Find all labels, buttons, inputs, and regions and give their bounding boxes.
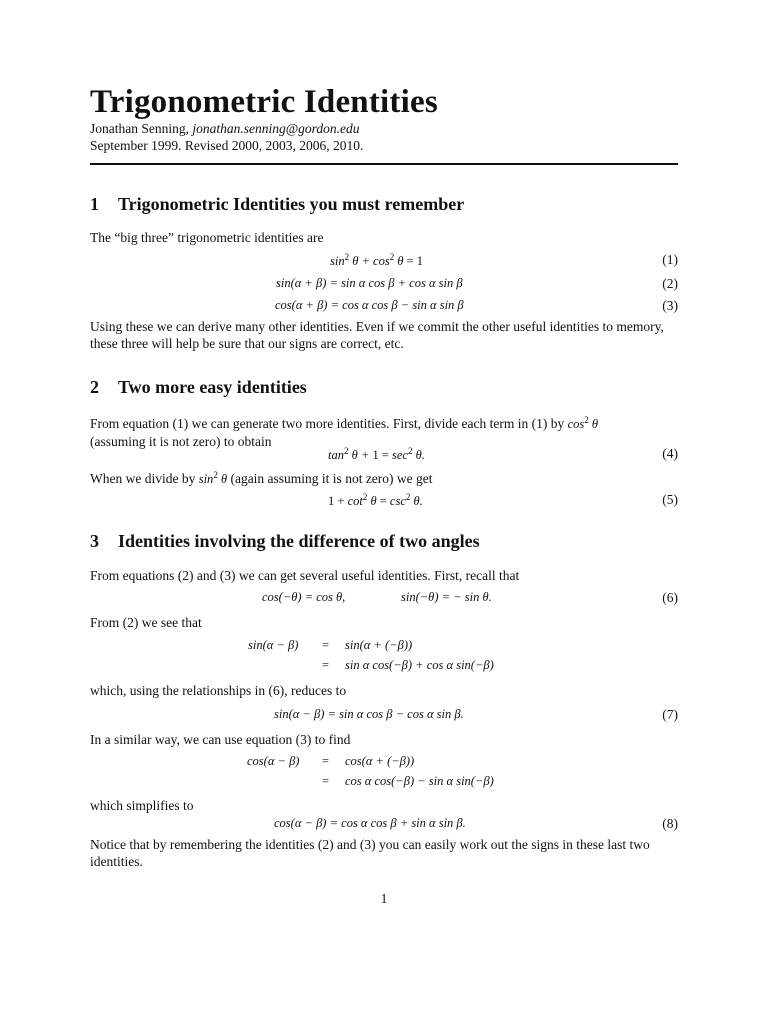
section-number: 1 [90, 194, 99, 214]
inline-math-cos2: $\cos^2 \theta$ [567, 415, 599, 431]
section-number: 2 [90, 377, 99, 397]
derivation-rhs: sin(α + (−β)) [345, 638, 413, 652]
date-line: September 1999. Revised 2000, 2003, 2006, 2010. [90, 138, 364, 153]
paragraph-s1-after: Using these we can derive many other identities. Even if we commit the other useful identities to memory, these three will help be sure that our signs are correct, etc. [90, 319, 664, 351]
paragraph-s2-intro [90, 412, 678, 450]
derivation-rhs: cos(α + (−β)) [345, 754, 415, 768]
equation-expression: cos(α + β) = cos α cos β − sin α sin β [275, 298, 464, 312]
paragraph-s3-reduces: which, using the relationships in (6), reduces to [90, 683, 347, 698]
equation-expression: sin(α + β) = sin α cos β + cos α sin β [276, 276, 463, 290]
equation-1 [90, 252, 678, 269]
section-title: Trigonometric Identities you must remember [118, 194, 465, 214]
text-run: When we divide by [90, 471, 196, 486]
title-rule [90, 163, 678, 165]
equation-expression: $\sin^2 \theta + \cos^2 \theta = 1$ [330, 252, 424, 268]
derivation-equals: = [322, 774, 330, 788]
derivation-1-line-1 [90, 638, 678, 655]
equation-number: (6) [662, 590, 678, 605]
derivation-equals: = [322, 638, 330, 652]
author-email: jonathan.senning@gordon.edu [192, 121, 360, 136]
paragraph-s3-from2: From (2) we see that [90, 615, 202, 630]
derivation-2-line-2 [90, 774, 678, 791]
equation-2 [90, 276, 678, 293]
paragraph-s3-intro: From equations (2) and (3) we can get several useful identities. First, recall that [90, 568, 520, 583]
equation-number: (1) [662, 252, 678, 267]
derivation-1-line-2 [90, 658, 678, 675]
paragraph-s1-intro: The “big three” trigonometric identities are [90, 230, 324, 245]
section-2-heading [90, 377, 307, 398]
paragraph-s3-similar: In a similar way, we can use equation (3) to find [90, 732, 351, 747]
equation-expression-b: sin(−θ) = − sin θ. [401, 590, 492, 604]
derivation-rhs: cos α cos(−β) − sin α sin(−β) [345, 774, 494, 788]
paragraph-s3-simplifies: which simplifies to [90, 798, 194, 813]
section-3-heading [90, 531, 480, 552]
equation-number: (8) [662, 816, 678, 831]
author-name: Jonathan Senning, [90, 121, 189, 136]
equation-3 [90, 298, 678, 315]
derivation-2-line-1 [90, 754, 678, 771]
derivation-lhs: sin(α − β) [248, 638, 299, 652]
section-title: Two more easy identities [118, 377, 307, 397]
equation-7 [90, 707, 678, 724]
equation-number: (7) [662, 707, 678, 722]
equation-5 [90, 492, 678, 509]
text-run: From equation (1) we can generate two more identities. First, divide each term in (1) by [90, 416, 565, 431]
equation-number: (2) [662, 276, 678, 291]
derivation-rhs: sin α cos(−β) + cos α sin(−β) [345, 658, 494, 672]
derivation-lhs: cos(α − β) [247, 754, 300, 768]
equation-8 [90, 816, 678, 833]
document-title: Trigonometric Identities [90, 84, 438, 120]
paragraph-s2-mid [90, 467, 678, 488]
text-run: (again assuming it is not zero) we get [230, 471, 433, 486]
section-number: 3 [90, 531, 99, 551]
author-line [90, 121, 360, 137]
equation-expression: $1 + \cot^2 \theta = \csc^2 \theta$. [328, 492, 423, 508]
equation-number: (5) [662, 492, 678, 507]
inline-math-sin2: $\sin^2 \theta$ [198, 470, 228, 486]
equation-number: (3) [662, 298, 678, 313]
section-1-heading [90, 194, 464, 215]
derivation-equals: = [322, 754, 330, 768]
text-run: (assuming it is not zero) to obtain [90, 434, 272, 449]
equation-6 [90, 590, 678, 607]
section-title: Identities involving the difference of two angles [118, 531, 480, 551]
equation-number: (4) [662, 446, 678, 461]
page-number: 1 [380, 891, 388, 906]
paragraph-s3-notice: Notice that by remembering the identities (2) and (3) you can easily work out the signs in these last two identities. [90, 837, 650, 869]
equation-4 [90, 446, 678, 463]
equation-expression: $\tan^2 \theta + 1 = \sec^2 \theta$. [328, 446, 425, 462]
equation-expression: sin(α − β) = sin α cos β − cos α sin β. [274, 707, 464, 721]
derivation-equals: = [322, 658, 330, 672]
equation-expression: cos(α − β) = cos α cos β + sin α sin β. [274, 816, 466, 830]
equation-expression-a: cos(−θ) = cos θ, [262, 590, 346, 604]
